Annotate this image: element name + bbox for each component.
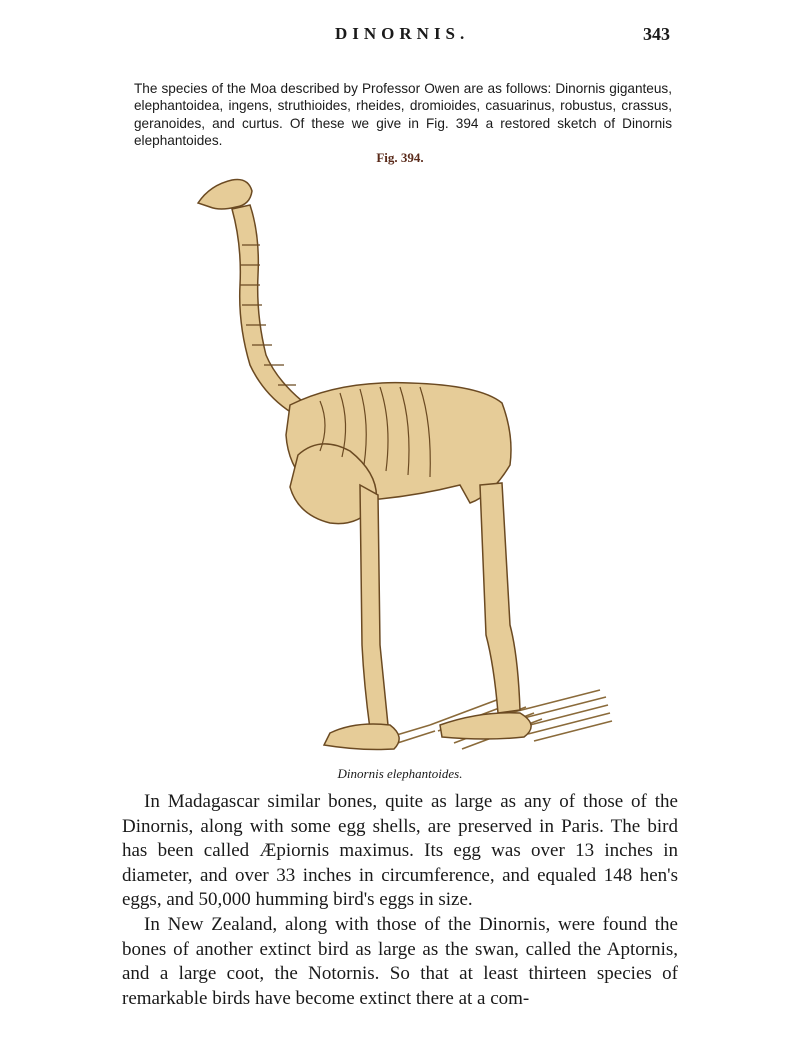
- page-number: 343: [643, 24, 670, 44]
- body-paragraph-new-zealand: In New Zealand, along with those of the Dinornis, were found the bones of another extinct bird as large as the swan, called the Aptornis, and a large coot, the Notornis. So that at least thirteen species of remarkable birds have become extinct there at a com-: [122, 913, 678, 1009]
- figure-caption: Dinornis elephantoides.: [337, 766, 463, 781]
- skeleton-drawing: [180, 165, 620, 765]
- body-paragraph-madagascar: In Madagascar similar bones, quite as large as any of those of the Dinornis, along with some egg shells, are preserved in Paris. The bird has been called Æpiornis maximus. Its egg was over 13 inches in diameter, and over 33 inches in circumference, and equaled 148 hen's eggs, and 50,000 humming bird's eggs in size.: [122, 791, 678, 911]
- intro-paragraph: The species of the Moa described by Professor Owen are as follows: Dinornis giganteus, elephantoidea, ingens, struthioides, rheides, dromioides, casuarinus, robustus, crassus, geranoides, and curtus. Of these we give in Fig. 394 a restored sketch of Dinornis elephantoides.: [134, 80, 672, 149]
- running-head: [130, 22, 670, 46]
- right-leg: [480, 483, 520, 713]
- skull: [198, 179, 252, 209]
- left-foot: [324, 724, 399, 750]
- dinornis-skeleton-illustration: [180, 165, 620, 765]
- body-text: [122, 790, 678, 1011]
- neck-vertebrae: [232, 205, 302, 413]
- figure-label: Fig. 394.: [376, 150, 424, 165]
- running-title: DINORNIS.: [335, 24, 470, 43]
- left-leg: [360, 485, 388, 729]
